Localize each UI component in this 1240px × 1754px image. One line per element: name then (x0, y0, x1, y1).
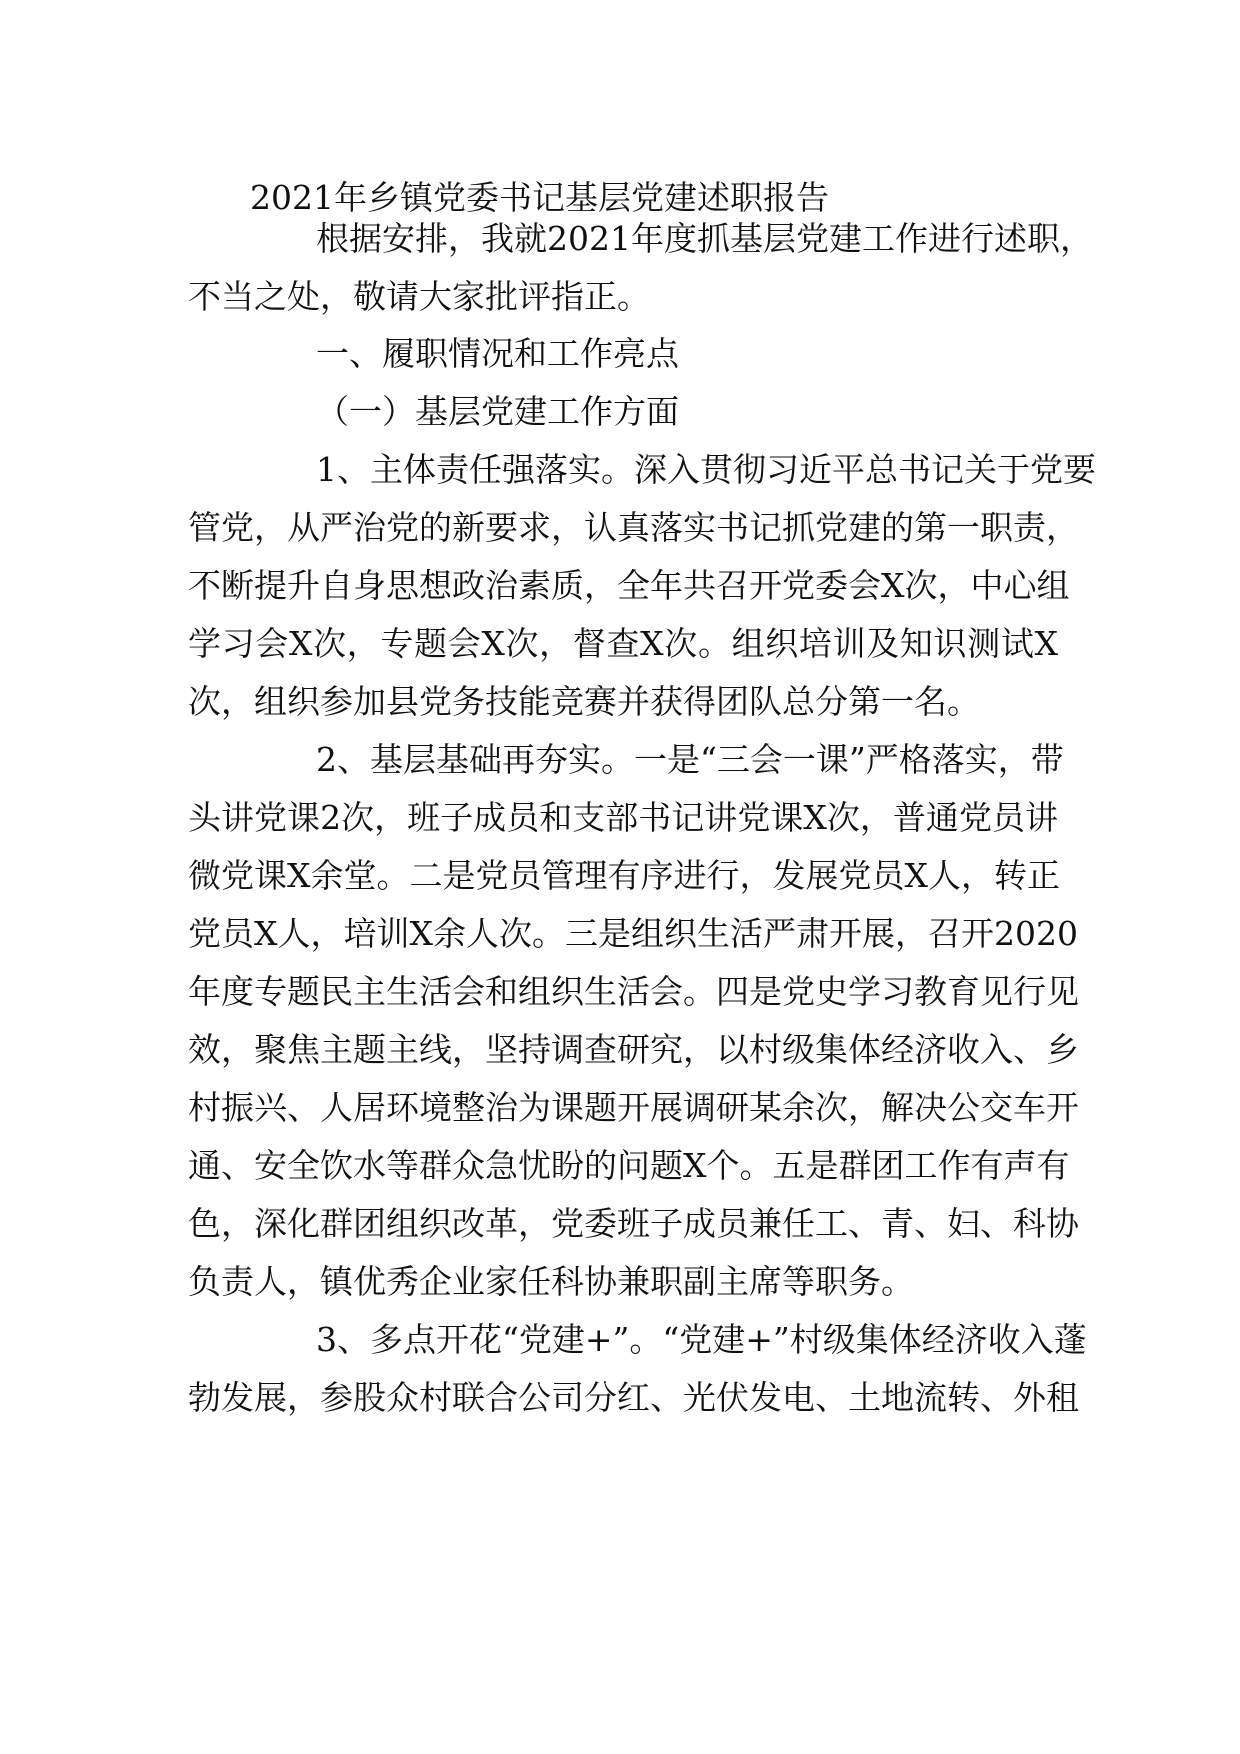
paragraph-line: 勃发展，参股众村联合公司分红、光伏发电、土地流转、外租 (188, 1378, 1079, 1417)
paragraph-line: 党员X人，培训X余人次。三是组织生活严肃开展，召开2020 (188, 914, 1078, 953)
paragraph-line: 不断提升自身思想政治素质，全年共召开党委会X次，中心组 (188, 566, 1070, 605)
paragraph-line: 色，深化群团组织改革，党委班子成员兼任工、青、妇、科协 (188, 1204, 1079, 1243)
paragraph-line: 效，聚焦主题主线，坚持调查研究，以村级集体经济收入、乡 (188, 1030, 1079, 1069)
paragraph-line: 根据安排，我就2021年度抓基层党建工作进行述职， (316, 219, 1093, 258)
paragraph-line: 学习会X次，专题会X次，督查X次。组织培训及知识测试X (188, 624, 1058, 663)
paragraph-line: 通、安全饮水等群众急忧盼的问题X个。五是群团工作有声有 (188, 1146, 1070, 1185)
paragraph-line: 次，组织参加县党务技能竞赛并获得团队总分第一名。 (188, 682, 980, 721)
paragraph-line: 1、主体责任强落实。深入贯彻习近平总书记关于党要 (316, 450, 1096, 489)
document-title: 2021年乡镇党委书记基层党建述职报告 (250, 178, 829, 217)
paragraph-line: 村振兴、人居环境整治为课题开展调研某余次，解决公交车开 (188, 1088, 1079, 1127)
paragraph-line: 微党课X余堂。二是党员管理有序进行，发展党员X人，转正 (188, 856, 1060, 895)
paragraph-line: 管党，从严治党的新要求，认真落实书记抓党建的第一职责， (188, 508, 1079, 547)
paragraph-line: 不当之处，敬请大家批评指正。 (188, 277, 650, 316)
subsection-heading: （一）基层党建工作方面 (316, 392, 679, 431)
paragraph-line: 年度专题民主生活会和组织生活会。四是党史学习教育见行见 (188, 972, 1079, 1011)
paragraph-line: 2、基层基础再夯实。一是“三会一课”严格落实，带 (316, 740, 1064, 779)
paragraph-line: 3、多点开花“党建+”。“党建+”村级集体经济收入蓬 (316, 1320, 1087, 1359)
paragraph-line: 负责人，镇优秀企业家任科协兼职副主席等职务。 (188, 1262, 914, 1301)
paragraph-line: 头讲党课2次，班子成员和支部书记讲党课X次，普通党员讲 (188, 798, 1058, 837)
section-heading: 一、履职情况和工作亮点 (316, 334, 679, 373)
